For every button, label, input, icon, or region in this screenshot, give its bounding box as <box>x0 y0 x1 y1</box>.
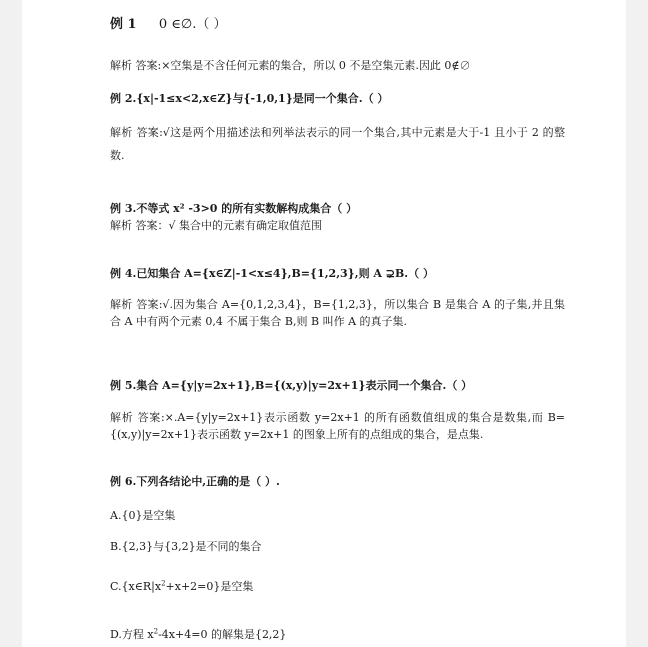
example-2-solution: 解析 答案:√这是两个用描述法和列举法表示的同一个集合,其中元素是大于-1 且小于 2 的整数. <box>110 126 565 162</box>
option-b: B.{2,3}与{3,2}是不同的集合 <box>110 540 262 553</box>
example-1-text: 0 ∈∅.（ ） <box>158 17 227 32</box>
option-c: $C.\{x\in R|x^2+x+2=0\}$是空集 <box>110 579 254 593</box>
example-1-label: 例 1 <box>110 17 137 32</box>
example-5-solution: 解析 答案:×.A={y|y=2x+1}表示函数 y=2x+1 的所有函数值组成的集合是数集,而 B={(x,y)|y=2x+1}表示函数 y=2x+1 的图象上所有的点组成的集合，是点集. <box>110 411 565 441</box>
example-3: 例 3.不等式 x² -3>0 的所有实数解构成集合（ ） <box>110 202 358 215</box>
example-2: 例 2.{x|-1≤x<2,x∈Z}与{-1,0,1}是同一个集合.（ ） <box>110 92 389 105</box>
example-5: 例 5.集合 A={y|y=2x+1},B={(x,y)|y=2x+1}表示同一个集合.（ ） <box>110 379 473 392</box>
example-6: 例 6.下列各结论中,正确的是（ ）. <box>110 475 280 488</box>
option-d: D.方程 $x^2-4x+4=0$ 的解集是{2,2} <box>110 627 287 641</box>
option-a: A.{0}是空集 <box>110 509 176 522</box>
example-4: 例 4.已知集合 A={x∈Z|-1<x≤4},B={1,2,3},则 A ⊋B.（ ） <box>110 267 434 280</box>
example-1-solution: 解析 答案:×空集是不含任何元素的集合，所以 0 不是空集元素.因此 0∉∅ <box>110 59 471 72</box>
example-1 <box>110 16 570 33</box>
example-3-solution: 解析 答案：√ 集合中的元素有确定取值范围 <box>110 219 323 232</box>
document-page <box>22 0 626 647</box>
example-4-solution: 解析 答案:√.因为集合 A={0,1,2,3,4}，B={1,2,3}，所以集合 B 是集合 A 的子集,并且集合 A 中有两个元素 0,4 不属于集合 B,则 B 叫作 A 的真子集. <box>110 298 565 328</box>
